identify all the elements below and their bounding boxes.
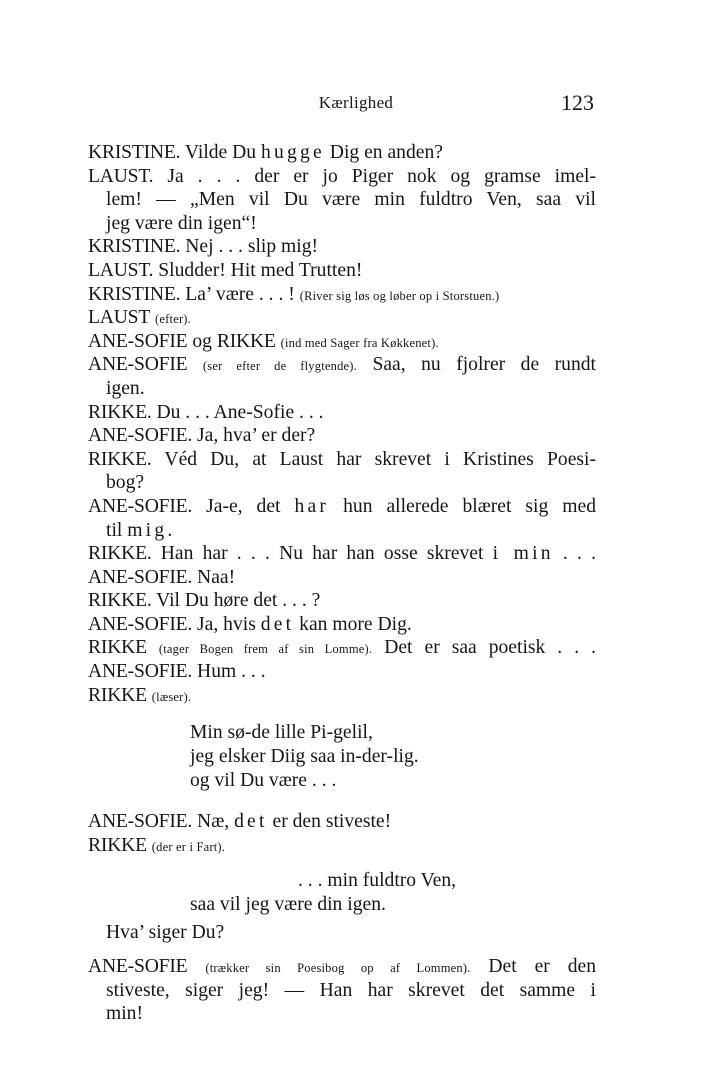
dialogue-line: RIKKE. Vil Du høre det . . . ? (88, 590, 321, 612)
speaker-name: KRISTINE. (88, 236, 181, 258)
dialogue-line: ANE-SOFIE. Ja-e, det har hun allerede blæret sig med (88, 495, 596, 517)
dialogue-line: min! (106, 1003, 144, 1025)
verse-line: jeg elsker Diig saa in-der-lig. (190, 746, 419, 768)
speaker-name: RIKKE (88, 637, 147, 659)
dialogue-line (88, 834, 596, 858)
dialogue-line: lem! — „Men vil Du være min fuldtro Ven, saa vil (106, 189, 596, 211)
speaker-name: KRISTINE. (88, 283, 181, 305)
speaker-name: RIKKE. (88, 543, 152, 565)
dialogue-line: ANE-SOFIE. Ja, hvis det kan more Dig. (88, 613, 412, 635)
stanza-gap (88, 707, 596, 721)
speaker-name: ANE-SOFIE. (88, 613, 193, 635)
dialogue-line: LAUST. Ja . . . der er jo Piger nok og gramse imel- (88, 165, 596, 187)
play-text (88, 141, 596, 1026)
page-header (0, 90, 712, 124)
speaker-name: ANE-SOFIE. (88, 495, 193, 517)
dialogue-line: KRISTINE. Vilde Du hugge Dig en anden? (88, 142, 443, 163)
speaker-name: LAUST. (88, 165, 154, 187)
spaced-emphasis: har (294, 495, 330, 517)
dialogue-line: LAUST. Sludder! Hit med Trutten! (88, 259, 363, 281)
stage-direction: (River sig løs og løber op i Storstuen.) (299, 288, 500, 303)
dialogue-line: ANE-SOFIE. Næ, det er den stiveste! (88, 811, 392, 833)
speaker-name: RIKKE (216, 330, 276, 352)
dialogue-line: ANE-SOFIE og RIKKE (ind med Sager fra Køkkenet). (88, 330, 439, 352)
speaker-name: ANE-SOFIE. (88, 425, 193, 447)
stanza-gap (88, 945, 596, 955)
stage-direction: (trækker sin Poesibog op af Lommen). (205, 961, 471, 976)
dialogue-line: ANE-SOFIE (trækker sin Poesibog op af Lommen). Det er den (88, 956, 596, 978)
speaker-name: RIKKE. (88, 401, 152, 423)
stage-direction: (efter). (155, 312, 191, 327)
verse-block (88, 721, 596, 793)
spaced-emphasis: det (234, 811, 268, 833)
speaker-name: RIKKE (88, 684, 147, 706)
dialogue-line: bog? (106, 472, 145, 494)
dialogue-line: ANE-SOFIE. Hum . . . (88, 661, 266, 683)
dialogue-line: RIKKE. Du . . . Ane-Sofie . . . (88, 401, 324, 423)
speaker-name: ANE-SOFIE. (88, 566, 193, 588)
speaker-name: RIKKE. (88, 448, 152, 470)
running-title: Kærlighed (318, 93, 394, 112)
dialogue-line: stiveste, siger jeg! — Han har skrevet det samme i (106, 979, 596, 1001)
speaker-name: ANE-SOFIE. (88, 811, 193, 833)
speaker-name: ANE-SOFIE (88, 354, 188, 376)
dialogue-line: RIKKE (tager Bogen frem af sin Lomme). Det er saa poetisk . . . (88, 637, 596, 659)
spaced-emphasis: mig (127, 519, 168, 541)
speaker-name: ANE-SOFIE. (88, 661, 193, 683)
verse-line: saa vil jeg være din igen. (190, 894, 386, 916)
speaker-name: RIKKE (88, 834, 147, 856)
speaker-name: KRISTINE. (88, 142, 181, 163)
dialogue-line: til mig. (106, 519, 173, 541)
spaced-emphasis: det (260, 613, 295, 635)
page-number: 123 (561, 90, 594, 115)
dialogue-line: KRISTINE. La’ være . . . ! (River sig løs og løber op i Storstuen.) (88, 283, 500, 305)
verse-line: Min sø-de lille Pi-gelil, (190, 722, 373, 744)
spaced-emphasis: hugge (261, 142, 325, 163)
stage-direction: (ind med Sager fra Køkkenet). (280, 335, 439, 350)
dialogue-line: Hva’ siger Du? (106, 922, 225, 944)
dialogue-line (88, 684, 596, 708)
dialogue-line: KRISTINE. Nej . . . slip mig! (88, 236, 319, 258)
speaker-name: LAUST. (88, 259, 154, 281)
dialogue-line: ANE-SOFIE (ser efter de flygtende). Saa, nu fjolrer de rundt (88, 354, 596, 376)
dialogue-line (88, 306, 596, 330)
verse-line: . . . min fuldtro Ven, (298, 870, 457, 892)
dialogue-line: RIKKE. Han har . . . Nu har han osse skrevet i min . . . (88, 543, 597, 565)
dialogue-line: ANE-SOFIE. Naa! (88, 566, 236, 588)
dialogue-line: RIKKE. Véd Du, at Laust har skrevet i Kristines Poesi- (88, 448, 596, 470)
dialogue-line: ANE-SOFIE. Ja, hva’ er der? (88, 425, 316, 447)
stage-direction: (tager Bogen frem af sin Lomme). (158, 642, 373, 657)
stage-direction: (der er i Fart). (151, 839, 226, 854)
dialogue-line: jeg være din igen“! (106, 212, 257, 234)
dialogue-line: igen. (106, 377, 145, 399)
stanza-gap (88, 857, 596, 869)
spaced-emphasis: i min (492, 543, 554, 565)
verse-block (88, 869, 596, 917)
speaker-name: ANE-SOFIE (88, 330, 188, 352)
stage-direction: (ser efter de flygtende). (202, 359, 357, 374)
speaker-name: LAUST (88, 307, 151, 329)
verse-line: og vil Du være . . . (190, 770, 337, 792)
stanza-gap (88, 793, 596, 810)
stage-direction: (læser). (151, 689, 192, 704)
speaker-name: RIKKE. (88, 590, 152, 612)
speaker-name: ANE-SOFIE (88, 956, 188, 978)
